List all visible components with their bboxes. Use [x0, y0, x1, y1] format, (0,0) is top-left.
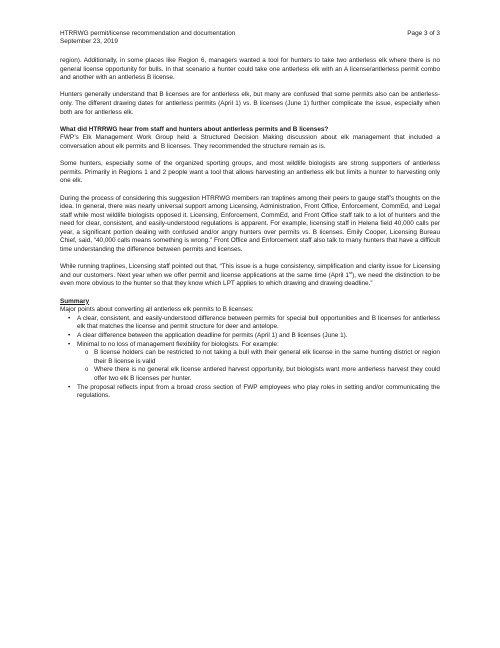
document-body: [60, 57, 440, 401]
document-date: September 23, 2019: [60, 38, 118, 46]
quote-part-2: ), we need the distinction to be even more obvious to the hunter so that they know which LPT applies to which drawing and drawing deadline.”: [60, 271, 441, 288]
paragraph-b-license-confusion: Hunters generally understand that B licenses are for antlerless elk, but many are confused that some permits also can be antlerless-only. The different drawing dates for antlerless permits (April 1) vs. B licenses (June 1) further complicate the issue, especially when both are for antlerless elk.: [60, 91, 440, 116]
document-title: HTRRWG permit/license recommendation and documentation: [60, 30, 236, 37]
paragraph-traplines: During the process of considering this suggestion HTRRWG members ran traplines among their peers to gauge staff’s thoughts on the idea. In general, there was nearly universal support among Licensing, Administration, Front Office, Enforcement, CommEd, and Legal staff while most wildlife biologists opposed it. Licensing, Enforcement, CommEd, and Front Office staff talk to a lot of hunters and the need for clear, consistent, and easily-understood regulations is apparent. For example, licensing staff in Helena field 40,000 calls per year, a significant portion dealing with confused and/or angry hunters over permits vs. B licenses. Emily Cooper, Licensing Bureau Chief, said, “40,000 calls means something is wrong.” Front Office and Enforcement staff also talk to many hunters that have a difficult time understanding the difference between permits and licenses.: [60, 194, 440, 254]
page-number: Page 3 of 3: [407, 30, 440, 37]
summary-sub-bullet: o Where there is no general elk license antlered harvest opportunity, but biologists want more antlerless harvest they could offer two elk B licenses per hunter.: [94, 366, 440, 383]
summary-sub-bullet: o B license holders can be restricted to not taking a bull with their general elk license in the same hunting district or region their B license is valid: [94, 349, 440, 366]
summary-sub-list: [77, 349, 440, 383]
paragraph-region-continuation: region). Additionally, in some places like Region 6, managers wanted a tool for hunters to take two antlerless elk where there is no general license opportunity for bulls. In that scenario a hunter could take one antlerless elk with an A license/antlerless permit combo and another with an antlerless B license.: [60, 57, 440, 82]
summary-heading: Summary: [60, 297, 90, 305]
ordinal-suffix: st: [348, 269, 353, 275]
section-heading: What did HTRRWG hear from staff and hunters about antlerless permits and B licenses?: [60, 125, 329, 133]
summary-bullet-text: Minimal to no loss of management flexibility for biologists. For example:: [77, 340, 279, 348]
quote-part-1: While running traplines, Licensing staff pointed out that, “This issue is a huge consistency, simplification and clarity issue for Licensing and our customers. Next year when we offer permit and license applications at the same time (April 1: [60, 263, 440, 279]
paragraph-licensing-quote: [60, 263, 440, 289]
summary-bullet: • A clear difference between the application deadline for permits (April 1) and B licenses (June 1).: [77, 332, 440, 341]
summary-bullet: • A clear, consistent, and easily-understood difference between permits for special bull opportunities and B licenses for antlerless elk that matches the license and permit structure for deer and antelope.: [77, 315, 440, 332]
paragraph-elk-work-group: FWP’s Elk Management Work Group held a Structured Decision Making discussion about elk management that included a conversation about elk permits and B licenses. They recommended the structure remain as is.: [60, 134, 440, 150]
summary-bullet: • The proposal reflects input from a broad cross section of FWP employees who play roles in setting and/or communicating the regulations.: [77, 384, 440, 401]
page-header: [60, 30, 440, 47]
summary-list: [60, 315, 440, 401]
paragraph-supporters: Some hunters, especially some of the organized sporting groups, and most wildlife biologists are strong supporters of antlerless permits. Primarily in Regions 1 and 2 people want a tool that allows harvesting an antlerless elk but limits a hunter to harvesting only one elk.: [60, 160, 440, 185]
summary-intro: Major points about converting all antlerless elk permits to B licenses:: [60, 306, 254, 314]
summary-bullet: [77, 341, 440, 384]
